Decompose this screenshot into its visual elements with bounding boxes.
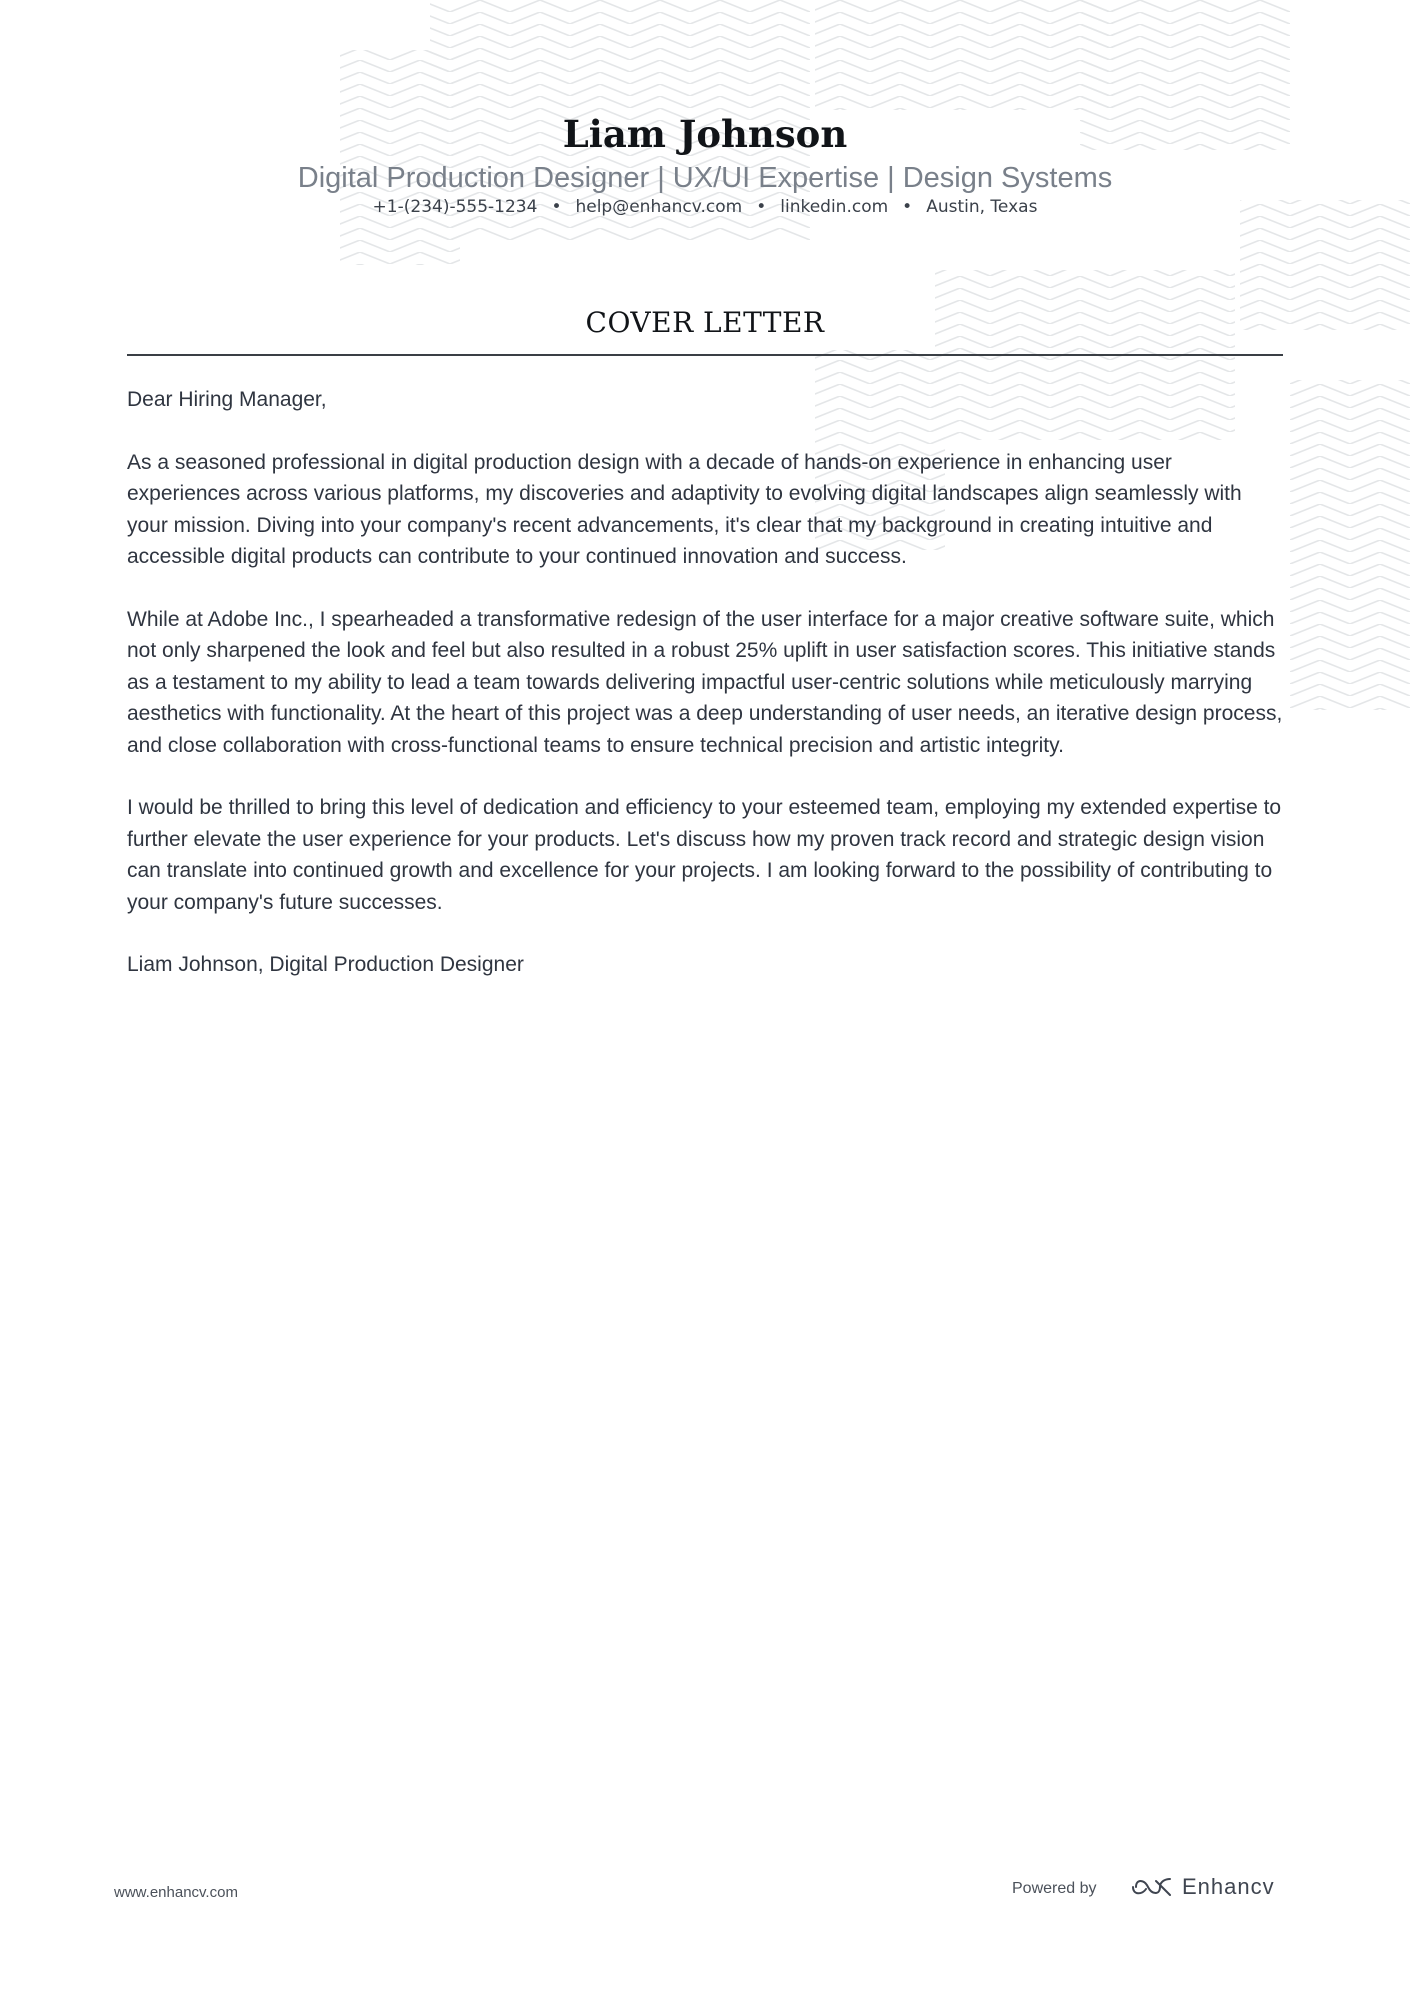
section-title: COVER LETTER <box>585 306 825 339</box>
separator-bullet: • <box>756 197 767 217</box>
phone-number: +1-(234)-555-1234 <box>372 197 538 217</box>
powered-by-label: Powered by <box>1012 1880 1097 1897</box>
footer-url[interactable]: www.enhancv.com <box>114 1884 238 1901</box>
letter-header <box>0 110 1410 218</box>
section-divider <box>127 354 1283 356</box>
enhancv-wordmark: Enhancv <box>1182 1874 1275 1899</box>
separator-bullet: • <box>902 197 913 217</box>
enhancv-logo-icon <box>1130 1875 1176 1899</box>
body-paragraph: I would be thrilled to bring this level of dedication and efficiency to your esteemed team, employing my extended expertise to further elevate the user experience for your products. Let's discuss how my proven track record and strategic design vision can translate into continued growth and excellence for your projects. I am looking forward to the possibility of contributing to your company's future successes. <box>127 796 1282 914</box>
body-paragraph: While at Adobe Inc., I spearheaded a transformative redesign of the user interface for a major creative software suite, which not only sharpened the look and feel but also resulted in a robust 25% uplift in user satisfaction scores. This initiative stands as a testament to my ability to lead a team towards delivering impactful user-centric solutions while meticulously marrying aesthetics with functionality. At the heart of this project was a deep understanding of user needs, an iterative design process, and close collaboration with cross-functional teams to ensure technical precision and artistic integrity. <box>127 607 1283 757</box>
body-paragraph: As a seasoned professional in digital production design with a decade of hands-on experience in enhancing user experiences across various platforms, my discoveries and adaptivity to evolving digital landscapes align seamlessly with your mission. Diving into your company's recent advancements, it's clear that my background in creating intuitive and accessible digital products can contribute to your continued innovation and success. <box>127 450 1242 568</box>
linkedin-link[interactable]: linkedin.com <box>780 197 889 217</box>
greeting: Dear Hiring Manager, <box>127 388 327 411</box>
candidate-title: Digital Production Designer | UX/UI Expertise | Design Systems <box>297 162 1113 194</box>
signature: Liam Johnson, Digital Production Designer <box>127 953 524 976</box>
contact-line <box>0 196 1410 218</box>
separator-bullet: • <box>551 197 562 217</box>
enhancv-logo[interactable] <box>1130 1874 1275 1900</box>
letter-body <box>127 384 1287 1012</box>
location: Austin, Texas <box>926 197 1038 217</box>
email-address: help@enhancv.com <box>575 197 743 217</box>
candidate-name: Liam Johnson <box>562 112 848 156</box>
